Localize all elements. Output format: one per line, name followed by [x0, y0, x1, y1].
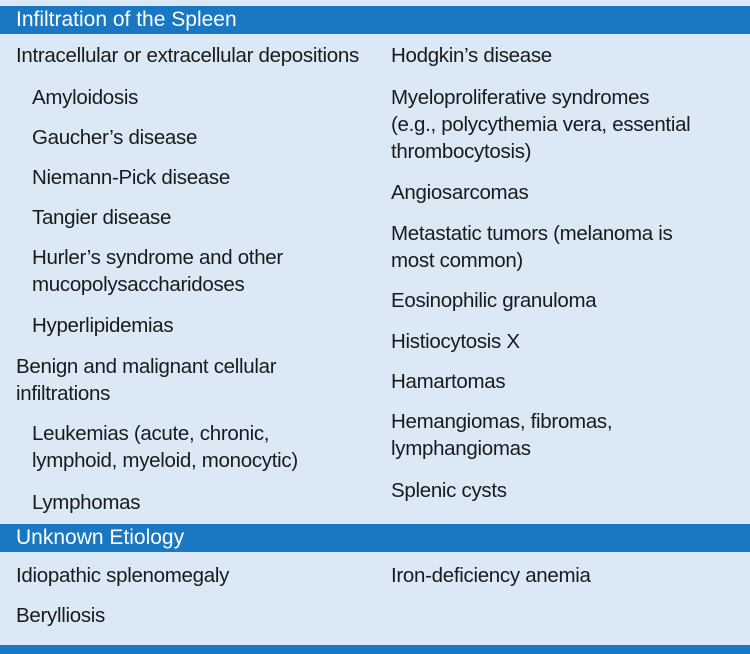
list-item: Metastatic tumors (melanoma is most common) [391, 222, 673, 272]
list-item: Lymphomas [32, 491, 141, 514]
list-item: Hodgkin’s disease [391, 44, 552, 67]
section-title: Infiltration of the Spleen [16, 8, 237, 31]
list-item: Berylliosis [16, 604, 105, 627]
list-item: Angiosarcomas [391, 181, 529, 204]
list-item: Hemangiomas, fibromas, lymphangiomas [391, 410, 613, 460]
section-title: Unknown Etiology [16, 526, 185, 549]
list-item: Hurler’s syndrome and other mucopolysaccharidoses [32, 246, 283, 296]
list-item: Tangier disease [32, 206, 172, 229]
list-item: Hamartomas [391, 370, 506, 393]
list-item: Iron-deficiency anemia [391, 564, 591, 587]
list-item: Niemann-Pick disease [32, 166, 230, 189]
list-item: Gaucher’s disease [32, 126, 198, 149]
list-item: Hyperlipidemias [32, 314, 174, 337]
section-header-infiltration [0, 6, 750, 34]
list-item: Amyloidosis [32, 86, 139, 109]
list-item: Myeloproliferative syndromes (e.g., polycythemia vera, essential thrombocytosis) [391, 86, 691, 163]
list-item: Splenic cysts [391, 479, 507, 502]
list-item: Intracellular or extracellular depositions [16, 44, 359, 67]
list-item: Idiopathic splenomegaly [16, 564, 230, 587]
list-item: Benign and malignant cellular infiltrations [16, 355, 277, 405]
list-item: Leukemias (acute, chronic, lymphoid, myeloid, monocytic) [32, 422, 298, 472]
list-item: Histiocytosis X [391, 330, 520, 353]
bottom-rule [0, 645, 750, 654]
section-header-unknown [0, 524, 750, 552]
list-item: Eosinophilic granuloma [391, 289, 597, 312]
